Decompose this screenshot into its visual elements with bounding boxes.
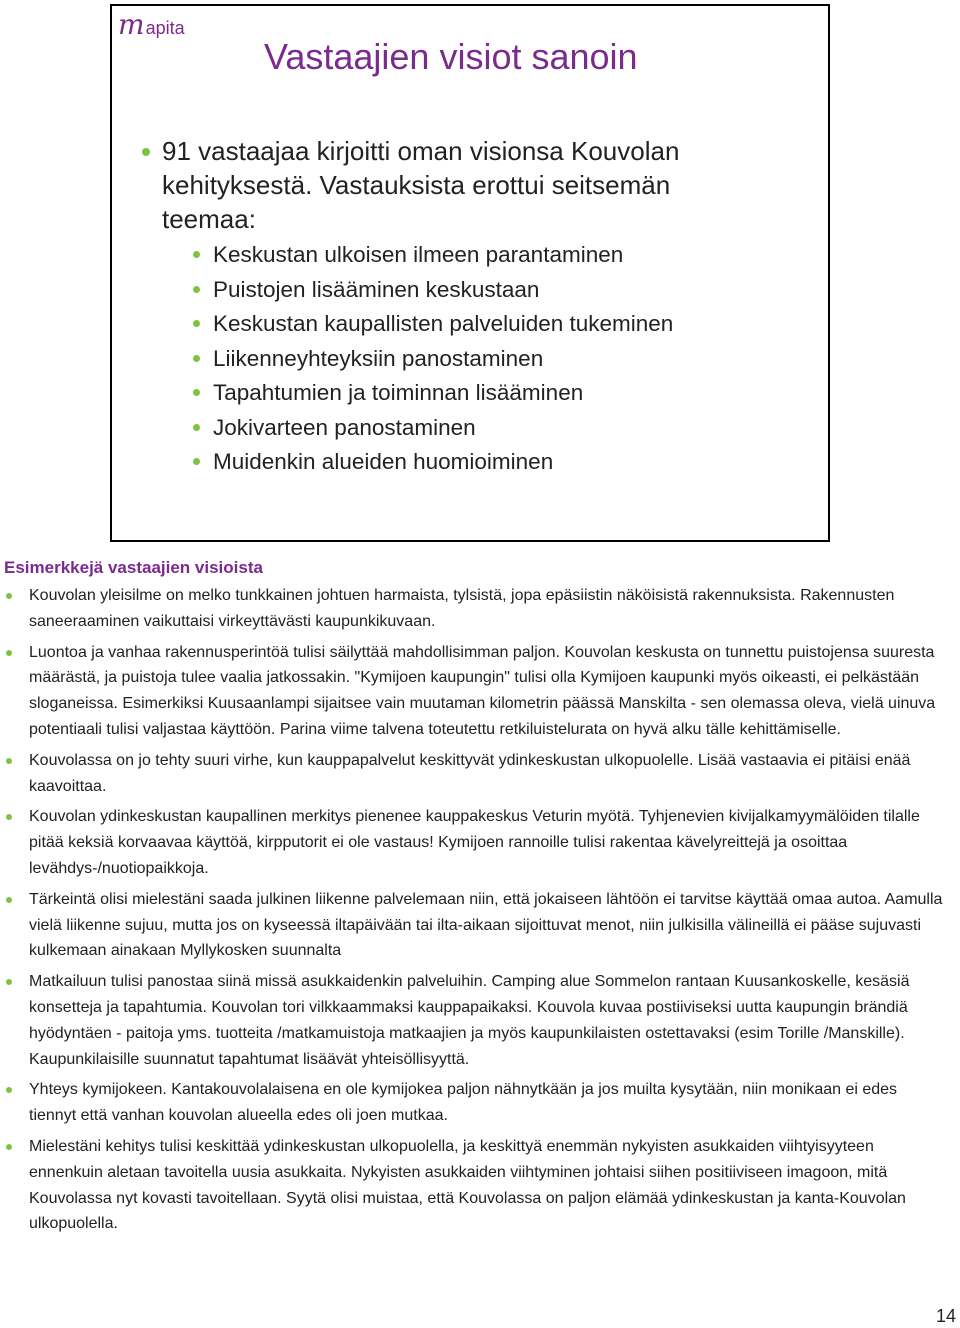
bullet-dot-icon (193, 320, 200, 327)
theme-text: Tapahtumien ja toiminnan lisääminen (213, 380, 584, 405)
theme-text: Puistojen lisääminen keskustaan (213, 276, 540, 302)
page-number: 14 (935, 1306, 956, 1326)
example-text: Yhteys kymijokeen. Kantakouvolalaisena en ole kymijokea paljon nähnytkään ja jos muilta kysytään, niin monikaan ei edes tiennyt että vanhan kouvolan alueella edes oli joen mutkaa. (29, 1081, 898, 1125)
example-item (4, 748, 944, 800)
example-item (4, 640, 944, 743)
logo-text: apita (145, 18, 185, 38)
bullet-dot-icon (142, 148, 150, 156)
examples-section (4, 556, 944, 1242)
example-text: Kouvolan yleisilme on melko tunkkainen johtuen harmaista, tylsistä, jopa epäsiistin näköisistä rakennuksista. Rakennusten saneeraaminen vaikuttaisi virkeyttävästi kaupunkikuvaan. (29, 587, 895, 630)
mapita-logo (118, 8, 185, 41)
theme-text: Muidenkin alueiden huomioiminen (213, 449, 554, 474)
theme-text: Jokivarteen panostaminen (213, 414, 476, 440)
example-item (4, 1134, 944, 1237)
example-text: Mielestäni kehitys tulisi keskittää ydinkeskustan ulkopuolella, ja keskittyä enemmän nykyisten asukkaiden viihtyisyyteen ennenkuin aletaan tavoitella uusia asukkaita. Nykyisten asukkaiden viihtyminen johtaisi siihen positiiviseen imagoon, mitä Kouvolassa nyt kovasti tavoitellaan. Syytä olisi muistaa, että Kouvolassa on paljon elämää ydinkeskustan ja kanta-Kouvolan ulkopuolella. (29, 1137, 906, 1233)
bullet-dot-icon (6, 979, 12, 985)
slide-title: Vastaajien visiot sanoin (264, 36, 638, 77)
bullet-dot-icon (193, 355, 200, 362)
slide-main-bullet-text: 91 vastaajaa kirjoitti oman visionsa Kouvolan kehityksestä. Vastauksista erottui seitsemän teemaa: (162, 136, 680, 234)
bullet-dot-icon (193, 251, 200, 258)
example-item (4, 804, 944, 881)
example-item (4, 1077, 944, 1129)
example-item (4, 969, 944, 1072)
theme-item (213, 342, 673, 377)
bullet-dot-icon (6, 593, 12, 599)
theme-list (213, 238, 673, 480)
bullet-dot-icon (193, 389, 200, 396)
slide-frame (110, 4, 830, 542)
bullet-dot-icon (6, 1087, 12, 1093)
theme-text: Keskustan kaupallisten palveluiden tukeminen (213, 311, 674, 336)
example-text: Kouvolan ydinkeskustan kaupallinen merkitys pienenee kauppakeskus Veturin myötä. Tyhjenevien kivijalkamyymälöiden tilalle pitää keksiä korvaavaa käyttöä, kirpputorit ei ole vastaus! Kymijoen rannoille tulisi rakentaa kävelyreittejä ja osoittaa levähdys-/nuotiopaikkoja. (29, 808, 920, 877)
bullet-dot-icon (6, 814, 12, 820)
bullet-dot-icon (6, 650, 12, 656)
example-item (4, 583, 944, 635)
example-text: Matkailuun tulisi panostaa siinä missä asukkaidenkin palveluihin. Camping alue Sommelon rantaan Kuusankoskelle, kesäsiä konsetteja ja tapahtumia. Kouvolan tori vilkkaammaksi kauppapaikaksi. Kouvola kuvaa postiiviseksi uutta kaupungin brändiä hyödyntäen - paitoja yms. tuotteita /matkamuistoja matkaajien ja myös kaupunkilaisten ostettavaksi (esim Torille /Manskille). Kaupunkilaisille suunnatut tapahtumat lisäävät yhteisöllisyyttä. (29, 973, 910, 1068)
theme-item (213, 273, 673, 308)
example-text: Luontoa ja vanhaa rakennusperintöä tulisi säilyttää mahdollisimman paljon. Kouvolan keskusta on tunnettu puistojensa suuresta määrästä, ja puistoja tulee vaalia jatkossakin. "Kymijoen kaupungin" tulisi olla Kymijoen kaupunki myös oikeasti, ei pelkästään sloganeissa. Esimerkiksi Kuusaanlampi sijaitsee vain muutaman kilometrin päässä Manskilta - sen olemassa oleva, vielä uinuva potentiaali tulisi valjastaa käyttöön. Parina viime talvena toteutettu retkiluistelurata on hyvä alku tälle kehittämiselle. (29, 643, 936, 738)
example-text: Tärkeintä olisi mielestäni saada julkinen liikenne palvelemaan niin, että jokaiseen lähtöön ei tarvitse käyttää omaa autoa. Aamulla vielä liikenne sujuu, mutta jos on kyseessä iltapäivään tai ilta-aikaan sijoittuvat menot, niin julkisilla välineillä ei pääse sujuvasti kulkemaan ainakaan Myllykosken suunnalta (29, 890, 943, 960)
bullet-dot-icon (193, 424, 200, 431)
examples-title: Esimerkkejä vastaajien visioista (4, 558, 263, 577)
theme-text: Keskustan ulkoisen ilmeen parantaminen (213, 242, 624, 267)
theme-item (213, 411, 673, 446)
examples-list (4, 583, 944, 1237)
example-text: Kouvolassa on jo tehty suuri virhe, kun kauppapalvelut keskittyvät ydinkeskustan ulkopuolelle. Lisää vastaavia ei pitäisi enää kaavoittaa. (29, 751, 911, 795)
bullet-dot-icon (193, 286, 200, 293)
slide-main-bullet (162, 134, 762, 236)
logo-initial: m (118, 8, 145, 41)
bullet-dot-icon (6, 758, 12, 764)
theme-item (213, 307, 673, 342)
example-item (4, 887, 944, 964)
theme-text: Liikenneyhteyksiin panostaminen (213, 345, 544, 371)
bullet-dot-icon (6, 897, 12, 903)
theme-item (213, 376, 673, 411)
theme-item (213, 445, 673, 480)
theme-item (213, 238, 673, 273)
bullet-dot-icon (193, 458, 200, 465)
bullet-dot-icon (6, 1144, 12, 1150)
